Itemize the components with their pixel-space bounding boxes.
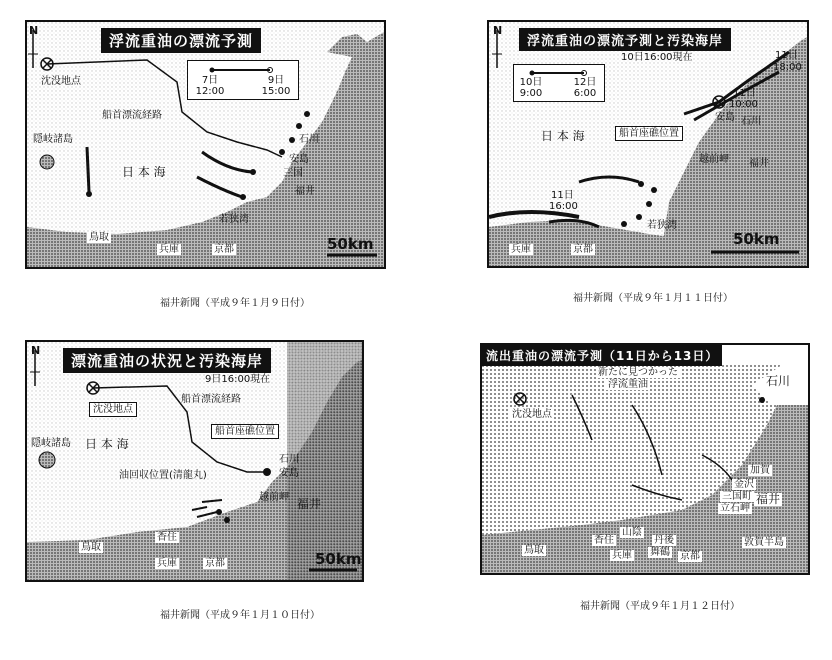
oki-label: 隠岐諸島 — [31, 438, 71, 449]
ishikawa-label: 石川 — [279, 454, 299, 465]
fukui-label: 福井 — [749, 158, 769, 169]
map-4-title: 流出重油の漂流予測（11日から13日） — [482, 345, 722, 366]
fukui-label: 福井 — [295, 186, 315, 197]
echizen-label: 越前岬 — [259, 492, 289, 503]
bow-position-label: 船首座礁位置 — [211, 424, 279, 439]
kasumi-label: 香住 — [157, 532, 177, 543]
map-panel-1 — [25, 20, 386, 269]
north-icon: N — [29, 24, 39, 37]
map-4-caption: 福井新聞（平成９年１月１２日付） — [580, 601, 740, 612]
kyoto-label: 京都 — [205, 558, 225, 569]
kanazawa-label: 金沢 — [734, 479, 754, 490]
map-3-graphic — [27, 342, 362, 580]
wakasa-label: 若狭湾 — [647, 220, 677, 231]
time-11-1800-label: 11日 — [775, 50, 798, 61]
tsuruga-label: 敦賀半島 — [744, 537, 784, 548]
legend-start-day: 10日 — [519, 77, 543, 88]
map-2-caption: 福井新聞（平成９年１月１１日付） — [573, 293, 733, 304]
collection-label: 油回収位置(清龍丸) — [119, 470, 207, 481]
anto-label: 安島 — [289, 154, 309, 165]
scale-label: 50km — [315, 550, 362, 568]
legend-start-time: 9:00 — [519, 88, 543, 99]
time-11-1800b-label: 18:00 — [773, 62, 802, 73]
oki-label: 隠岐諸島 — [33, 134, 73, 145]
sink-point-label: 沈没地点 — [89, 402, 137, 417]
sea-label: 日 本 海 — [541, 129, 585, 143]
time-11-1000b-label: 10:00 — [729, 99, 758, 110]
new-found2-label: 浮流重油 — [608, 379, 648, 390]
time-11-1000-label: 11日 — [733, 88, 756, 99]
tachikawa-label: 立石岬 — [720, 503, 750, 514]
kyoto-label: 京都 — [680, 551, 700, 562]
hyogo-label: 兵庫 — [159, 244, 179, 255]
map-2-title: 浮流重油の漂流予測と汚染海岸 — [519, 28, 731, 51]
legend-end-time: 15:00 — [261, 86, 291, 97]
north-icon: N — [493, 24, 503, 37]
legend-start-time: 12:00 — [195, 86, 225, 97]
anto-label: 安島 — [279, 468, 299, 479]
new-found-label: 新たに見つかった — [598, 367, 678, 378]
map-3-caption: 福井新聞（平成９年１月１０日付） — [160, 610, 320, 621]
hyogo-label: 兵庫 — [612, 550, 632, 561]
scale-label: 50km — [327, 235, 374, 253]
wakasa-label: 若狭湾 — [219, 214, 249, 225]
sink-point-label: 沈没地点 — [41, 76, 81, 87]
tango-label: 丹後 — [654, 535, 674, 546]
echizen-label: 越前岬 — [699, 154, 729, 165]
tottori-label: 鳥取 — [81, 542, 101, 553]
ishikawa-label: 石川 — [741, 116, 761, 127]
sanmon-label: 三国町 — [722, 491, 752, 502]
north-icon: N — [31, 344, 41, 357]
map-1-caption: 福井新聞（平成９年１月９日付） — [160, 298, 310, 309]
legend-end-day: 9日 — [267, 75, 285, 86]
time-11-1600b-label: 16:00 — [549, 201, 578, 212]
kyoto-label: 京都 — [573, 244, 593, 255]
map-1-graphic — [27, 22, 384, 267]
scale-label: 50km — [733, 230, 780, 248]
tottori-label: 鳥取 — [524, 545, 544, 556]
anto-label: 安島 — [715, 112, 735, 123]
tottori-label: 鳥取 — [89, 232, 109, 243]
legend-start-day: 7日 — [201, 75, 219, 86]
fukui-label: 福井 — [297, 497, 322, 511]
ishikawa-label: 石川 — [299, 134, 319, 145]
sanin-label: 山陰 — [622, 527, 642, 538]
sea-label: 日 本 海 — [85, 437, 129, 451]
hyogo-label: 兵庫 — [511, 244, 531, 255]
ishikawa-label: 石川 — [766, 374, 791, 388]
map-panel-3 — [25, 340, 364, 582]
bow-route-label: 船首漂流経路 — [181, 394, 241, 405]
map-1-legend — [187, 60, 299, 100]
map-panel-4 — [480, 343, 810, 575]
map-2-subtitle: 10日16:00現在 — [621, 52, 693, 63]
mikuni-label: 三国 — [283, 168, 303, 179]
map-3-subtitle: 9日16:00現在 — [205, 374, 271, 385]
bow-route-label: 船首漂流経路 — [102, 110, 162, 121]
time-11-1600-label: 11日 — [551, 190, 574, 201]
maizuru-label: 舞鶴 — [650, 547, 670, 558]
map-2-legend — [513, 64, 605, 102]
sink-point-label: 沈没地点 — [512, 409, 552, 420]
sea-label: 日 本 海 — [122, 165, 166, 179]
kasumi-label: 香住 — [594, 535, 614, 546]
kyoto-label: 京都 — [214, 244, 234, 255]
hyogo-label: 兵庫 — [157, 558, 177, 569]
legend-end-time: 6:00 — [573, 88, 597, 99]
map-1-title: 浮流重油の漂流予測 — [101, 28, 261, 53]
legend-end-day: 12日 — [573, 77, 597, 88]
map-panel-2 — [487, 20, 809, 268]
map-3-title: 漂流重油の状況と汚染海岸 — [63, 348, 271, 373]
fukui-label: 福井 — [756, 492, 781, 506]
bow-position-label: 船首座礁位置 — [615, 126, 683, 141]
kaga-label: 加賀 — [750, 465, 770, 476]
